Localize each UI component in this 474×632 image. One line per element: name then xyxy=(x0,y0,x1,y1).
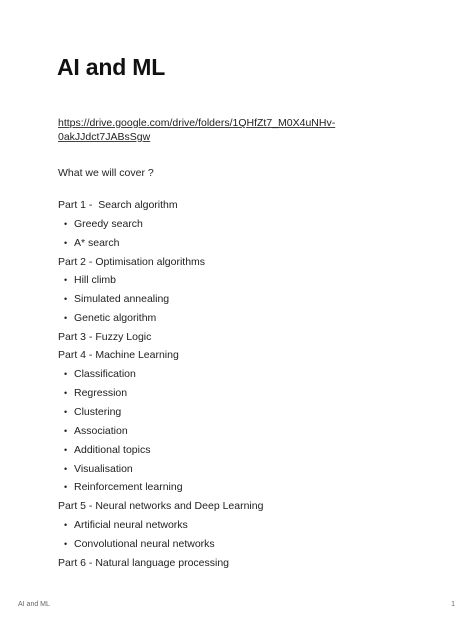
list-item xyxy=(64,292,169,306)
list-item xyxy=(64,443,150,457)
list-item-label: Hill climb xyxy=(74,274,116,286)
list-item xyxy=(64,386,127,400)
bullet-icon: • xyxy=(64,482,68,492)
part-heading: Part 5 - Neural networks and Deep Learning xyxy=(58,500,264,512)
list-item-label: Greedy search xyxy=(74,218,143,230)
part-heading: Part 2 - Optimisation algorithms xyxy=(58,256,206,268)
list-item-label: Reinforcement learning xyxy=(74,481,183,493)
drive-folder-link[interactable] xyxy=(58,116,358,144)
list-item-label: Genetic algorithm xyxy=(74,312,157,324)
bullet-icon: • xyxy=(64,407,68,417)
bullet-icon: • xyxy=(64,539,68,549)
bullet-icon: • xyxy=(64,313,68,323)
list-item-label: Classification xyxy=(74,368,136,380)
part-heading: Part 3 - Fuzzy Logic xyxy=(58,331,152,343)
link-line-1[interactable]: https://drive.google.com/drive/folders/1QHfZt7_M0X4uNHv- xyxy=(58,117,336,129)
list-item xyxy=(64,537,215,551)
bullet-icon: • xyxy=(64,369,68,379)
part-heading: Part 6 - Natural language processing xyxy=(58,557,230,569)
list-item xyxy=(64,367,136,381)
bullet-icon: • xyxy=(64,275,68,285)
list-item-label: Clustering xyxy=(74,406,122,418)
page-title: AI and ML xyxy=(57,54,166,80)
list-item xyxy=(64,405,121,419)
list-item xyxy=(64,217,143,231)
list-item xyxy=(64,424,128,438)
list-item-label: Regression xyxy=(74,387,128,399)
intro-text: What we will cover ? xyxy=(58,167,154,179)
list-item xyxy=(64,311,156,325)
bullet-icon: • xyxy=(64,219,68,229)
list-item-label: Visualisation xyxy=(74,463,133,475)
list-item-label: Simulated annealing xyxy=(74,293,170,305)
bullet-icon: • xyxy=(64,238,68,248)
list-item-label: Additional topics xyxy=(74,444,151,456)
list-item-label: Convolutional neural networks xyxy=(74,538,215,550)
bullet-icon: • xyxy=(64,464,68,474)
list-item-label: Artificial neural networks xyxy=(74,519,188,531)
list-item-label: Association xyxy=(74,425,128,437)
footer-title: AI and ML xyxy=(18,601,50,608)
list-item xyxy=(64,462,133,476)
bullet-icon: • xyxy=(64,520,68,530)
part-heading: Part 4 - Machine Learning xyxy=(58,349,179,361)
part-heading: Part 1 - Search algorithm xyxy=(58,199,178,211)
list-item-label: A* search xyxy=(74,237,120,249)
bullet-icon: • xyxy=(64,294,68,304)
bullet-icon: • xyxy=(64,426,68,436)
link-line-2[interactable]: 0akJJdct7JABsSgw xyxy=(58,131,151,143)
bullet-icon: • xyxy=(64,445,68,455)
list-item xyxy=(64,518,188,532)
list-item xyxy=(64,480,183,494)
list-item xyxy=(64,236,120,250)
bullet-icon: • xyxy=(64,388,68,398)
list-item xyxy=(64,273,116,287)
page-number: 1 xyxy=(451,601,455,608)
